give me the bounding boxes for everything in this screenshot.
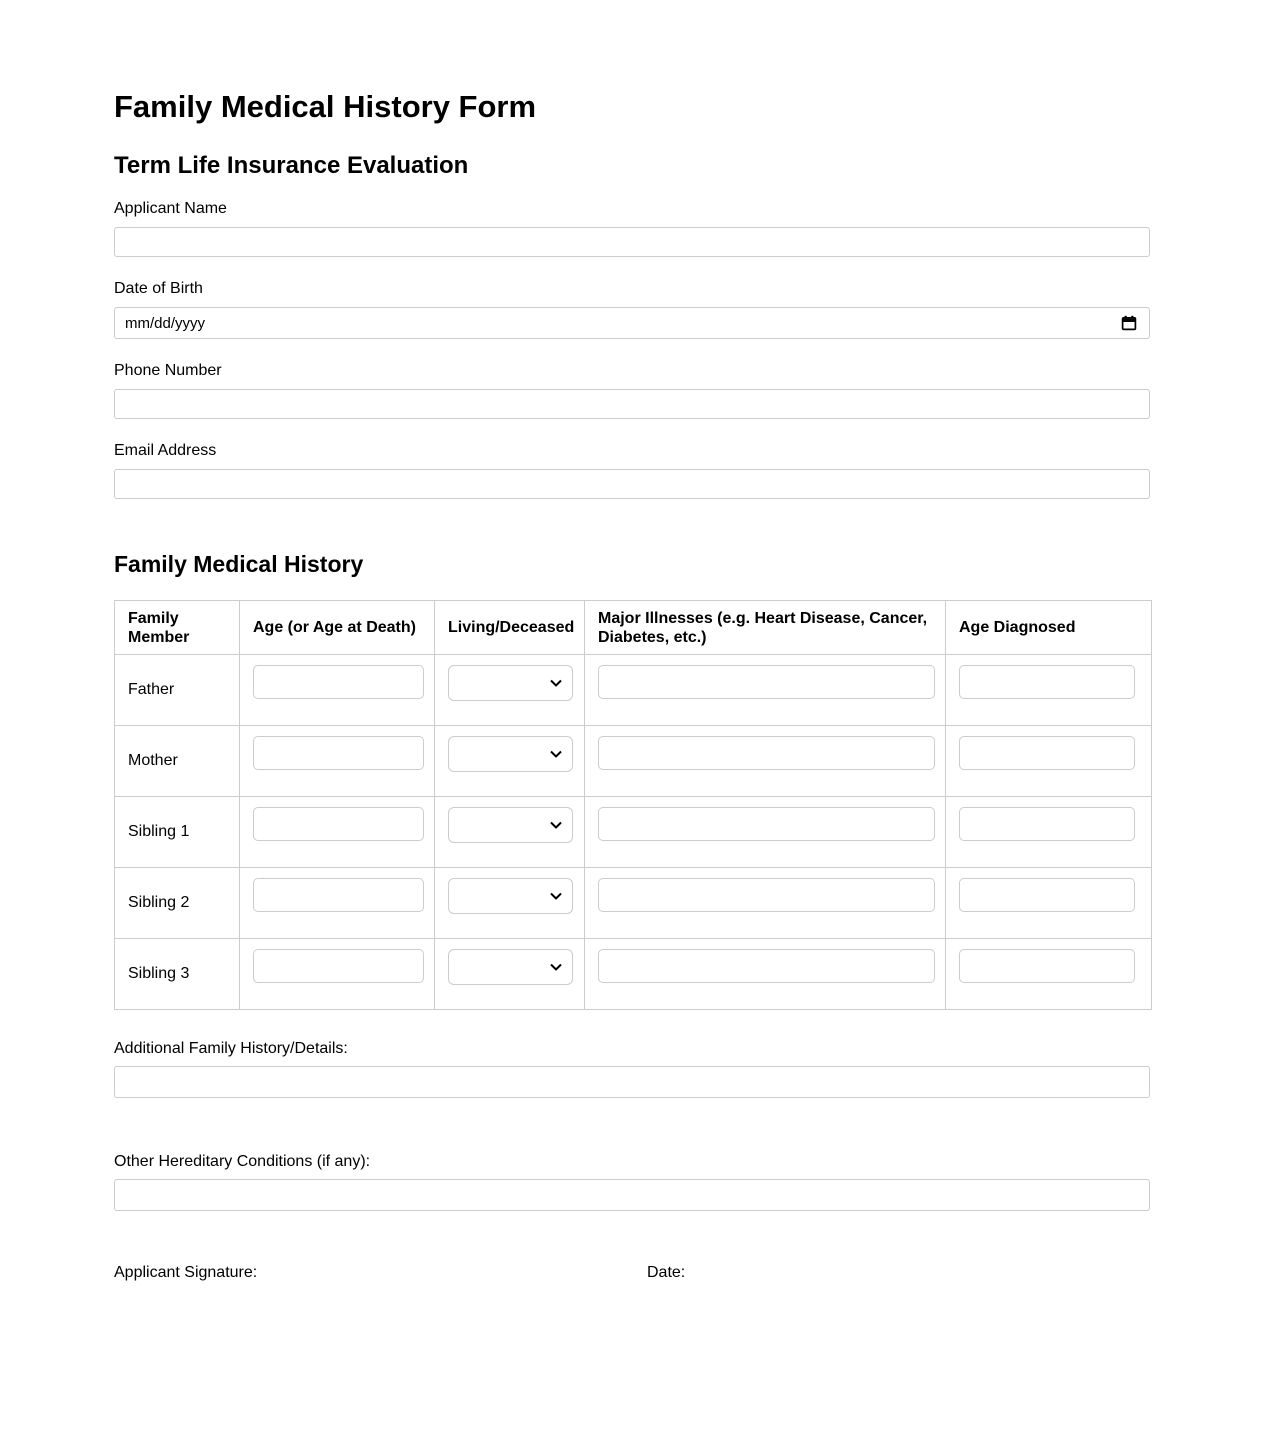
mother-major-illnesses-input[interactable] — [598, 736, 935, 770]
phone-number-input[interactable] — [114, 389, 1150, 419]
sibling3-age-input[interactable] — [253, 949, 424, 983]
sibling3-major-illnesses-input[interactable] — [598, 949, 935, 983]
page-title: Family Medical History Form — [114, 89, 537, 124]
email-address-label: Email Address — [114, 442, 217, 459]
father-major-illnesses-input[interactable] — [598, 665, 935, 699]
sibling1-major-illnesses-input[interactable] — [598, 807, 935, 841]
member-label: Sibling 3 — [115, 939, 240, 1010]
sibling2-living-deceased-field — [448, 878, 573, 914]
mother-living-deceased-select[interactable] — [448, 736, 573, 772]
hereditary-conditions-input[interactable] — [114, 1179, 1150, 1211]
date-of-birth-label: Date of Birth — [114, 280, 203, 297]
table-row-sibling-1 — [115, 797, 1152, 868]
col-header-age-diagnosed: Age Diagnosed — [946, 601, 1152, 655]
sibling3-age-diagnosed-input[interactable] — [959, 949, 1135, 983]
phone-number-label: Phone Number — [114, 362, 222, 379]
table-row-sibling-2 — [115, 868, 1152, 939]
sibling1-age-input[interactable] — [253, 807, 424, 841]
table-row-sibling-3 — [115, 939, 1152, 1010]
sibling2-living-deceased-select[interactable] — [448, 878, 573, 914]
col-header-age: Age (or Age at Death) — [240, 601, 435, 655]
father-age-input[interactable] — [253, 665, 424, 699]
member-label: Sibling 1 — [115, 797, 240, 868]
hereditary-conditions-label: Other Hereditary Conditions (if any): — [114, 1153, 371, 1170]
applicant-name-label: Applicant Name — [114, 200, 227, 217]
email-address-input[interactable] — [114, 469, 1150, 499]
table-header-row — [115, 601, 1152, 655]
sibling3-living-deceased-field — [448, 949, 573, 985]
mother-age-diagnosed-input[interactable] — [959, 736, 1135, 770]
sibling2-major-illnesses-input[interactable] — [598, 878, 935, 912]
signature-row — [114, 1263, 1150, 1282]
additional-details-input[interactable] — [114, 1066, 1150, 1098]
member-label: Father — [115, 655, 240, 726]
family-history-heading: Family Medical History — [114, 551, 364, 577]
mother-living-deceased-field — [448, 736, 573, 772]
father-age-diagnosed-input[interactable] — [959, 665, 1135, 699]
additional-details-label: Additional Family History/Details: — [114, 1040, 348, 1057]
date-label: Date: — [647, 1264, 686, 1281]
mother-age-input[interactable] — [253, 736, 424, 770]
applicant-name-input[interactable] — [114, 227, 1150, 257]
col-header-family-member: Family Member — [115, 601, 240, 655]
member-label: Sibling 2 — [115, 868, 240, 939]
col-header-major-illnesses: Major Illnesses (e.g. Heart Disease, Cancer, Diabetes, etc.) — [585, 601, 946, 655]
date-of-birth-field — [114, 307, 1150, 339]
table-row-father — [115, 655, 1152, 726]
sibling3-living-deceased-select[interactable] — [448, 949, 573, 985]
sibling1-living-deceased-field — [448, 807, 573, 843]
col-header-living-deceased: Living/Deceased — [435, 601, 585, 655]
table-row-mother — [115, 726, 1152, 797]
member-label: Mother — [115, 726, 240, 797]
sibling2-age-diagnosed-input[interactable] — [959, 878, 1135, 912]
date-of-birth-input[interactable] — [114, 307, 1150, 339]
applicant-signature-label: Applicant Signature: — [114, 1264, 258, 1281]
calendar-icon[interactable] — [1121, 315, 1137, 331]
father-living-deceased-select[interactable] — [448, 665, 573, 701]
family-history-table — [114, 600, 1152, 1010]
sibling2-age-input[interactable] — [253, 878, 424, 912]
father-living-deceased-field — [448, 665, 573, 701]
form-subtitle: Term Life Insurance Evaluation — [114, 152, 469, 179]
sibling1-living-deceased-select[interactable] — [448, 807, 573, 843]
sibling1-age-diagnosed-input[interactable] — [959, 807, 1135, 841]
